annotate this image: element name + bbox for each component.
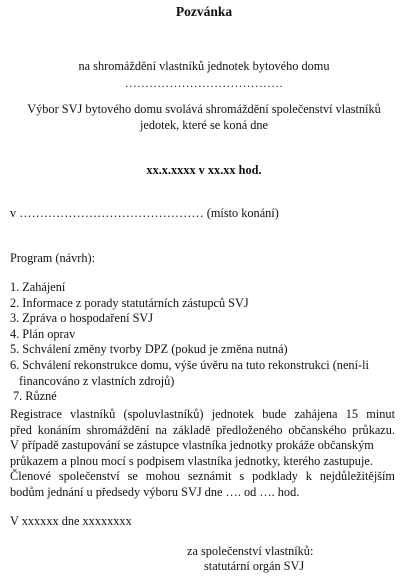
intro-line-1: Výbor SVJ bytového domu svolává shromáždění společenství vlastníků	[27, 102, 381, 116]
registration-line: bodům jednání u předsedy výboru SVJ dne …. od …. hod.	[10, 484, 300, 499]
meeting-place: v ……………………………………… (místo konání)	[10, 206, 279, 220]
document-title: Pozvánka	[175, 4, 233, 19]
program-item: 7. Různé	[13, 389, 57, 404]
document-subtitle: na shromáždění vlastníků jednotek bytového domu	[78, 59, 330, 73]
registration-line: Registrace vlastníků (spoluvlastníků) jednotek bude zahájena 15 minut	[10, 407, 395, 421]
program-item: 3. Zpráva o hospodaření SVJ	[10, 311, 154, 326]
registration-line: průkazem a plnou mocí s podpisem vlastníka jednotky, kterého zastupuje.	[10, 453, 373, 468]
meeting-date-time: xx.x.xxxx v xx.xx hod.	[146, 163, 262, 177]
intro-line-2: jedotek, které se koná dne	[139, 118, 269, 132]
registration-line: V případě zastupování se zástupce vlastníka jednotky prokáže občanským	[10, 438, 374, 453]
signature-line-2: statutární orgán SVJ	[204, 559, 305, 573]
program-item: 2. Informace z porady statutárních zástupců SVJ	[10, 295, 249, 310]
signature-line-1: za společenství vlastníků:	[187, 544, 314, 558]
registration-line: před konáním shromáždění na základě předloženého občanského průkazu.	[10, 422, 395, 437]
registration-line: Členové společenství se mohou seznámit s podklady k nejdůležitějším	[10, 469, 395, 484]
program-item: 4. Plán oprav	[10, 326, 76, 341]
city-and-date: V xxxxxx dne xxxxxxxx	[10, 514, 132, 528]
registration-paragraph	[10, 407, 395, 501]
program-heading: Program (návrh):	[10, 251, 96, 265]
program-item: 1. Zahájení	[10, 280, 66, 294]
address-placeholder: …………………………………	[124, 76, 284, 90]
program-list	[10, 280, 402, 405]
program-item-continuation: financováno z vlastních zdrojů)	[19, 373, 175, 388]
program-item: 5. Schválení změny tvorby DPZ (pokud je změna nutná)	[10, 342, 288, 357]
program-item: 6. Schválení rekonstrukce domu, výše úvěru na tuto rekonstrukci (není-li	[10, 357, 369, 372]
